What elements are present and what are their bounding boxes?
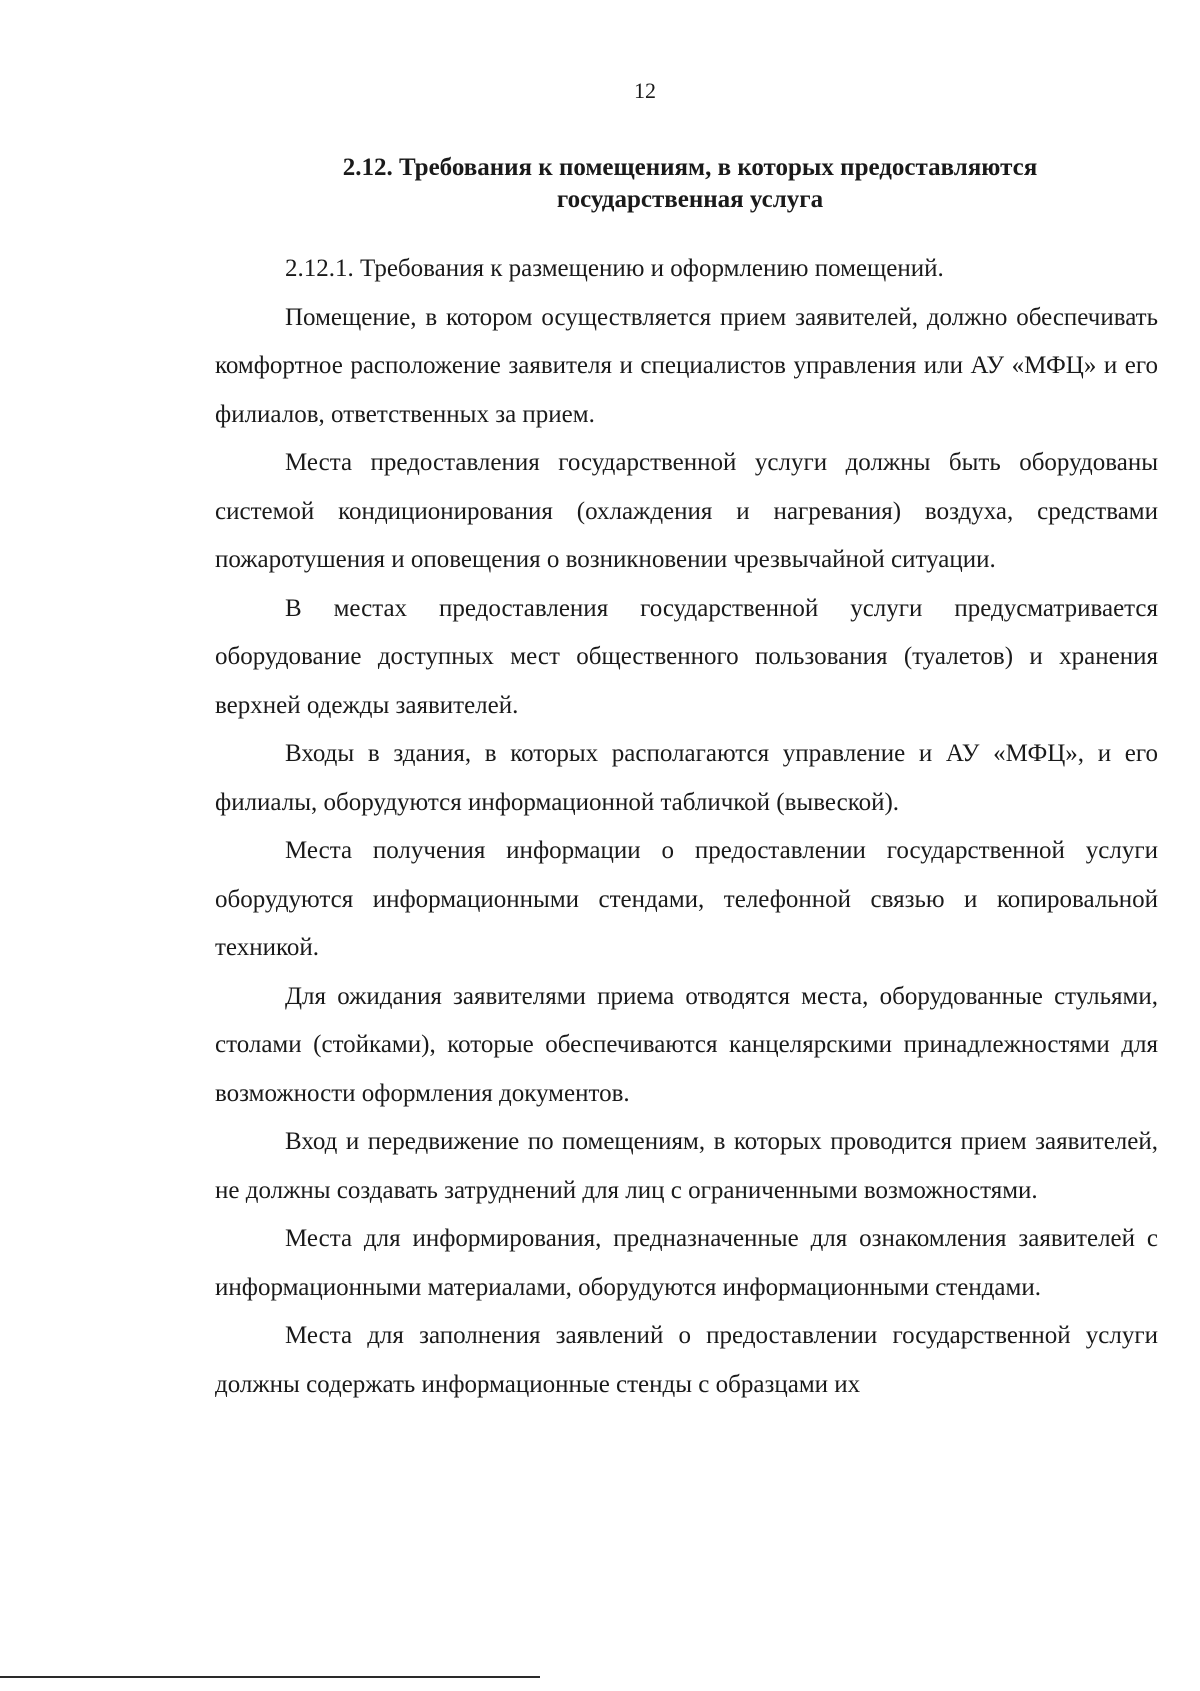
section-heading-line-1: 2.12. Требования к помещениям, в которых предоставляются [342, 154, 1038, 181]
paragraph-premises: Помещение, в котором осуществляется прием заявителей, должно обеспечивать комфортное расположение заявителя и специалистов управления или АУ «МФЦ» и его филиалов, ответственных за прием. [215, 303, 1158, 428]
paragraph-equipment: Места предоставления государственной услуги должны быть оборудованы системой кондиционирования (охлаждения и нагревания) воздуха, средствами пожаротушения и оповещения о возникновении чрезвычайной ситуации. [215, 449, 1158, 573]
paragraph-accessibility: Вход и передвижение по помещениям, в которых проводится прием заявителей, не должны создавать затруднений для лиц с ограниченными возможностями. [215, 1128, 1158, 1204]
page-number: 12 [634, 78, 656, 103]
paragraph-informing-places: Места для информирования, предназначенные для ознакомления заявителей с информационными материалами, оборудуются информационными стендами. [215, 1225, 1158, 1301]
body-text [215, 245, 1158, 1409]
paragraph-information-places: Места получения информации о предоставлении государственной услуги оборудуются информационными стендами, телефонной связью и копировальной техникой. [215, 837, 1158, 961]
paragraph-2-12-1: 2.12.1. Требования к размещению и оформлению помещений. [285, 255, 944, 282]
paragraph-waiting-places: Для ожидания заявителями приема отводятся места, оборудованные стульями, столами (стойками), которые обеспечиваются канцелярскими принадлежностями для возможности оформления документов. [215, 982, 1158, 1107]
paragraph-entrances: Входы в здания, в которых располагаются управление и АУ «МФЦ», и его филиалы, оборудуются информационной табличкой (вывеской). [215, 740, 1158, 816]
paragraph-public-facilities: В местах предоставления государственной услуги предусматривается оборудование доступных мест общественного пользования (туалетов) и хранения верхней одежды заявителей. [215, 594, 1158, 719]
bottom-rule [0, 1676, 540, 1678]
section-heading [215, 152, 1165, 216]
section-heading-line-2: государственная услуга [556, 186, 824, 213]
paragraph-application-places: Места для заполнения заявлений о предоставлении государственной услуги должны содержать информационные стенды с образцами их [215, 1322, 1158, 1398]
